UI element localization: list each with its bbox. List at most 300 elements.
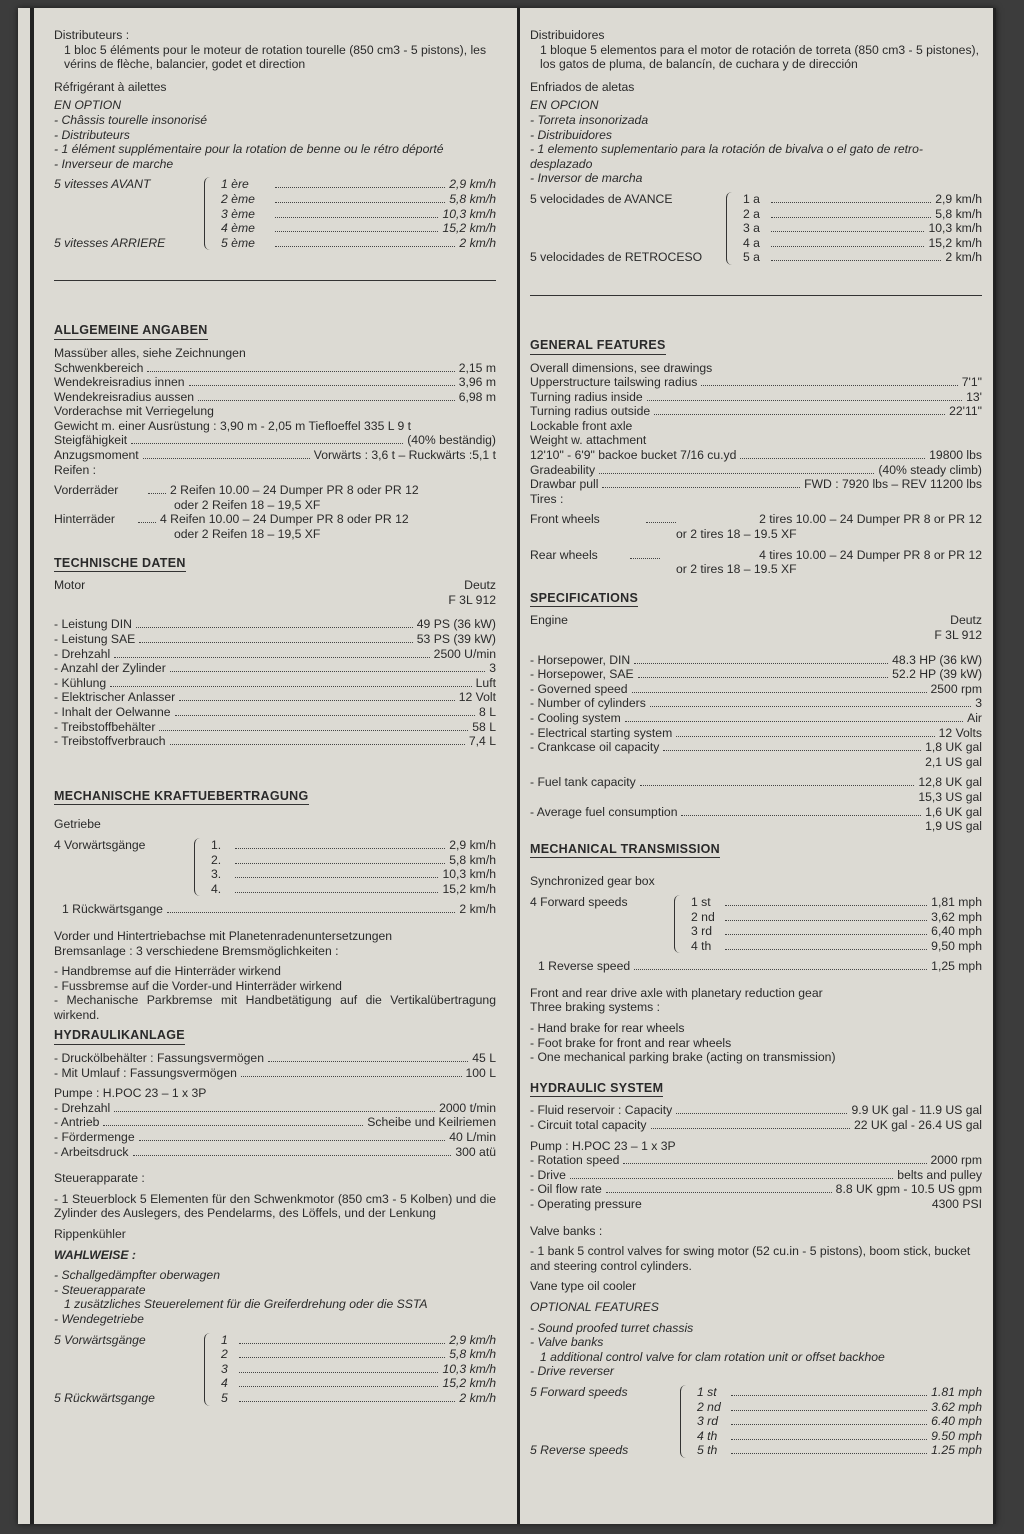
speed-key: 3 a <box>743 221 760 236</box>
spec-value: 13' <box>966 389 982 404</box>
speed-row <box>221 236 496 251</box>
spec-value: 22'11" <box>949 404 982 419</box>
speed-value: 2,9 km/h <box>449 177 496 192</box>
de-brake-item: - Handbremse auf die Hinterräder wirkend <box>54 964 281 979</box>
spec-row <box>54 375 496 390</box>
spec-key: Turning radius outside <box>530 404 651 419</box>
es-refrig: Enfriados de aletas <box>530 79 635 94</box>
es-option-item: - 1 elemento suplementario para la rotación de bivalva o el gato de retro- desplazado <box>530 142 923 171</box>
speed-key: 3 <box>221 1361 228 1376</box>
speed-row <box>697 1400 982 1415</box>
spec-row <box>530 775 982 790</box>
spec-value: 100 L <box>465 1065 496 1080</box>
section-rule <box>530 295 982 296</box>
speed-row <box>697 1385 982 1400</box>
spec-key: - Drive <box>530 1167 566 1182</box>
spec-row <box>530 726 982 741</box>
de-brake-item: - Mechanische Parkbremse mit Handbetätigung auf die Vertikalübertragung wirkend. <box>54 993 496 1022</box>
spec-row <box>530 1182 982 1197</box>
de-cooler: Rippenkühler <box>54 1227 126 1241</box>
spec-row <box>54 1051 496 1066</box>
de-speeds-table <box>54 1333 496 1406</box>
spec-key: - Antrieb <box>54 1115 100 1130</box>
right-column <box>530 28 982 1464</box>
spec-key: - Inhalt der Oelwanne <box>54 704 171 719</box>
spec-value: 22 UK gal - 26.4 US gal <box>853 1118 982 1133</box>
speed-key: 5 th <box>697 1443 718 1458</box>
spec-key: - Treibstoffbehälter <box>54 719 156 734</box>
es-distrib-text: 1 bloque 5 elementos para el motor de rotación de torreta (850 cm3 - 5 pistones), los gatos de pluma, de balancín, de cuchara y de dirección <box>540 42 979 72</box>
spec-value: 12 Volts <box>938 725 982 740</box>
spec-value: (40% beständig) <box>407 433 496 448</box>
en-cooler: Vane type oil cooler <box>530 1279 637 1294</box>
speed-key: 4 <box>221 1376 228 1391</box>
speed-row <box>221 1362 496 1377</box>
spec-value: Scheibe und Keilriemen <box>367 1115 496 1130</box>
spec-row <box>54 1115 496 1130</box>
en-hyd-title: HYDRAULIC SYSTEM <box>530 1081 663 1098</box>
en-general-intro: Overall dimensions, see drawings <box>530 360 713 375</box>
spec-row <box>530 653 982 668</box>
spec-key: Steigfähigkeit <box>54 433 128 448</box>
fr-refrig: Réfrigérant à ailettes <box>54 79 167 94</box>
spec-key: - Electrical starting system <box>530 725 673 740</box>
brace <box>674 895 685 953</box>
spec-row <box>54 390 496 405</box>
spec-key: - Anzahl der Zylinder <box>54 661 166 676</box>
spec-value: Luft <box>475 675 496 690</box>
speed-row <box>211 867 496 882</box>
spec-row <box>530 463 982 478</box>
speed-value: 3,62 mph <box>931 909 982 924</box>
en-brake-item: - One mechanical parking brake (acting on transmission) <box>530 1050 836 1065</box>
en-options <box>530 1321 982 1379</box>
de-tires: Reifen : <box>54 462 97 477</box>
spec-row <box>54 617 496 632</box>
spec-key: Gradeability <box>530 462 596 477</box>
spec-value: 2500 rpm <box>930 681 982 696</box>
spec-sheet-page <box>18 8 996 1524</box>
speed-key: 3 rd <box>697 1414 719 1429</box>
spec-value: 4 Reifen 10.00 – 24 Dumper PR 8 oder PR 12 <box>160 512 409 527</box>
spec-row <box>54 902 496 917</box>
spec-key: - Fördermenge <box>54 1130 135 1145</box>
speed-value: 6,40 mph <box>931 924 982 939</box>
spec-key: Anzugsmoment <box>54 448 139 463</box>
speed-value: 15,2 km/h <box>442 221 496 236</box>
speed-key: 3 rd <box>691 924 713 939</box>
en-axle-text: Front and rear drive axle with planetary reduction gear <box>530 985 823 1000</box>
spec-value: 9.9 UK gal - 11.9 US gal <box>851 1103 982 1118</box>
spec-value: 8 L <box>479 704 496 719</box>
es-option-item: - Inversor de marcha <box>530 171 643 186</box>
spec-key: - Fluid reservoir : Capacity <box>530 1103 673 1118</box>
speed-row <box>691 895 982 910</box>
speed-key: 1 st <box>691 894 711 909</box>
spec-row <box>54 483 496 498</box>
spec-row <box>530 696 982 711</box>
en-general-title: GENERAL FEATURES <box>530 338 666 355</box>
de-option-item: - Schallgedämpfter oberwagen <box>54 1268 220 1283</box>
spec-value: 1,25 mph <box>931 959 982 974</box>
de-general-title: ALLGEMEINE ANGABEN <box>54 323 208 340</box>
spec-key: - Kühlung <box>54 675 107 690</box>
de-pump: Pumpe : H.POC 23 – 1 x 3P <box>54 1086 207 1101</box>
speed-value: 2,9 km/h <box>449 1332 496 1347</box>
spec-key: - Cooling system <box>530 710 621 725</box>
speed-row <box>743 192 982 207</box>
spec-row <box>530 404 982 419</box>
speed-row <box>211 853 496 868</box>
de-general-intro: Massüber alles, siehe Zeichnungen <box>54 345 246 360</box>
spec-key: - Leistung SAE <box>54 632 136 646</box>
spec-row <box>54 433 496 448</box>
spec-row <box>54 647 496 662</box>
spec-value: 12 Volt <box>458 690 496 705</box>
spec-row <box>530 512 982 527</box>
left-margin-rule <box>30 8 34 1524</box>
spec-key: - Horsepower, DIN <box>530 652 631 667</box>
spec-key: - Drehzahl <box>54 1100 111 1115</box>
de-hyd-title: HYDRAULIKANLAGE <box>54 1028 185 1045</box>
en-weight: Weight w. attachment <box>530 433 647 448</box>
de-option-item: - Steuerapparate <box>54 1282 146 1297</box>
fr-fwd-label: 5 vitesses AVANT <box>54 177 151 192</box>
spec-value: Air <box>967 710 982 725</box>
de-tech-title: TECHNISCHE DATEN <box>54 556 186 573</box>
es-option-item: - Torreta insonorizada <box>530 112 649 127</box>
speed-value: 2,9 km/h <box>935 191 982 206</box>
spec-key: - Elektrischer Anlasser <box>54 690 176 705</box>
speed-value: 3.62 mph <box>931 1399 982 1414</box>
spec-value: 2500 U/min <box>433 646 496 661</box>
es-fwd-label: 5 velocidades de AVANCE <box>530 191 673 206</box>
de-brake-item: - Fussbremse auf die Vorder-und Hinterräder wirkend <box>54 978 342 993</box>
spec-value: 2000 rpm <box>930 1153 982 1168</box>
spec-key: Engine <box>530 613 568 628</box>
spec-value: 2 tires 10.00 – 24 Dumper PR 8 or PR 12 <box>759 512 982 527</box>
en-speeds-table <box>530 1385 982 1458</box>
speed-key: 1. <box>211 837 222 852</box>
spec-row <box>54 705 496 720</box>
spec-key: 1 Reverse speed <box>538 959 631 974</box>
en-option-item: - Valve banks <box>530 1335 604 1350</box>
spec-row <box>530 711 982 726</box>
spec-row <box>530 548 982 563</box>
speed-row <box>221 221 496 236</box>
speed-row <box>211 882 496 897</box>
es-options <box>530 113 982 186</box>
spec-value: 53 PS (39 kW) <box>416 632 496 646</box>
speed-row <box>691 939 982 954</box>
spec-row <box>54 448 496 463</box>
de-axle-text: Vorder und Hintertriebachse mit Planetenradenuntersetzungen <box>54 928 393 943</box>
de-option-item: 1 zusätzliches Steuerelement für die Greiferdrehung oder die SSTA <box>64 1297 428 1312</box>
spec-row <box>54 1101 496 1116</box>
spec-value: 2,1 US gal <box>925 754 982 769</box>
spec-value: 1,8 UK gal <box>925 740 982 755</box>
de-option-item: - Wendegetriebe <box>54 1311 144 1326</box>
speed-key: 5 ème <box>221 235 255 250</box>
spec-key: - Crankcase oil capacity <box>530 740 660 755</box>
spec-key: Hinterräder <box>54 512 115 527</box>
en-spec-title: SPECIFICATIONS <box>530 591 638 608</box>
spec-key: Wendekreisradius innen <box>54 375 185 390</box>
en-option-item: - Sound proofed turret chassis <box>530 1320 694 1335</box>
spec-value: Vorwärts : 3,6 t – Ruckwärts :5,1 t <box>313 448 496 463</box>
column-divider <box>517 8 520 1524</box>
spec-row <box>530 1118 982 1133</box>
engine-row <box>530 613 982 628</box>
speed-row <box>691 924 982 939</box>
spec-value: 4 tires 10.00 – 24 Dumper PR 8 or PR 12 <box>759 547 982 562</box>
en-option-item: - Drive reverser <box>530 1364 614 1379</box>
brace <box>194 838 205 896</box>
speed-row <box>211 838 496 853</box>
spec-key: - Circuit total capacity <box>530 1118 647 1133</box>
en-brake-item: - Hand brake for rear wheels <box>530 1021 685 1036</box>
spec-row <box>54 632 496 647</box>
left-column <box>54 28 496 1412</box>
speed-key: 2 nd <box>697 1399 721 1414</box>
speed-value: 10,3 km/h <box>928 221 982 236</box>
en-valves-text: - 1 bank 5 control valves for swing motor (52 cu.in - 5 pistons), boom stick, bucket and steering control cylinders. <box>530 1244 971 1273</box>
speed-value: 15,2 km/h <box>442 1376 496 1391</box>
spec-key: - Arbeitsdruck <box>54 1144 129 1159</box>
engine-row <box>54 578 496 593</box>
spec-row <box>530 959 982 974</box>
spec-row <box>54 1066 496 1081</box>
spec-row <box>54 1130 496 1145</box>
fr-option-item: - Châssis tourelle insonorisé <box>54 112 208 127</box>
spec-key: Wendekreisradius aussen <box>54 389 195 404</box>
speed-row <box>743 207 982 222</box>
spec-key: Motor <box>54 578 86 593</box>
spec-row <box>530 1153 982 1168</box>
spec-value: 7,4 L <box>468 734 496 749</box>
brace <box>726 192 737 265</box>
spec-value: 3 <box>975 696 982 711</box>
speed-key: 3. <box>211 867 222 882</box>
en-gearbox: Synchronized gear box <box>530 874 655 889</box>
speed-row <box>221 1347 496 1362</box>
de-valves-title: Steuerapparate : <box>54 1171 145 1186</box>
de-fwd-label: 4 Vorwärtsgänge <box>54 837 146 852</box>
speed-value: 5,8 km/h <box>449 1347 496 1362</box>
en-rev-label: 5 Reverse speeds <box>530 1443 629 1458</box>
spec-key: - Treibstoffverbrauch <box>54 734 166 749</box>
spec-value: or 2 tires 18 – 19.5 XF <box>676 562 797 577</box>
speed-value: 1.25 mph <box>931 1443 982 1458</box>
spec-key: - Governed speed <box>530 681 628 696</box>
brace <box>204 177 215 250</box>
speed-row <box>221 1333 496 1348</box>
fr-option-item: - Inverseur de marche <box>54 156 174 171</box>
spec-value: 58 L <box>472 719 496 734</box>
speed-key: 5 a <box>743 250 760 265</box>
spec-row <box>54 512 496 527</box>
fr-distributors <box>54 28 496 72</box>
de-brake-text: Bremsanlage : 3 verschiedene Bremsmöglichkeiten : <box>54 943 339 958</box>
speed-value: 2 km/h <box>459 235 496 250</box>
en-gear-table <box>530 895 982 953</box>
speed-row <box>221 1391 496 1406</box>
speed-key: 2. <box>211 852 222 867</box>
speed-key: 1 ère <box>221 177 249 192</box>
spec-value: belts and pulley <box>897 1167 982 1182</box>
section-rule <box>54 280 496 281</box>
spec-value: 2000 t/min <box>439 1100 496 1115</box>
spec-value: 4300 PSI <box>931 1197 982 1211</box>
spec-value: FWD : 7920 lbs – REV 11200 lbs <box>804 477 982 492</box>
speed-row <box>743 221 982 236</box>
de-rev-label: 5 Rückwärtsgange <box>54 1390 155 1405</box>
speed-value: 9.50 mph <box>931 1428 982 1443</box>
speed-key: 1 <box>221 1332 228 1347</box>
spec-value: 40 L/min <box>449 1130 496 1145</box>
spec-value: 19800 lbs <box>929 448 982 463</box>
spec-key: - Operating pressure <box>530 1197 642 1211</box>
en-option-item: 1 additional control valve for clam rotation unit or offset backhoe <box>540 1349 885 1364</box>
speed-value: 5,8 km/h <box>935 206 982 221</box>
spec-row <box>530 682 982 697</box>
spec-value: 6,98 m <box>458 389 496 404</box>
speed-value: 10,3 km/h <box>442 206 496 221</box>
spec-value: 300 atü <box>455 1144 496 1159</box>
en-fwd-label: 4 Forward speeds <box>530 894 628 909</box>
speed-key: 1 a <box>743 191 760 206</box>
spec-key: Drawbar pull <box>530 477 599 492</box>
speed-value: 15,2 km/h <box>928 235 982 250</box>
spec-row <box>530 805 982 820</box>
speed-value: 10,3 km/h <box>442 867 496 882</box>
de-valves-text: - 1 Steuerblock 5 Elementen für den Schwenkmotor (850 cm3 - 5 Kolben) und die Zylinder des Auslegers, des Pendelarms, des Löffels, und der Lenkung <box>54 1191 496 1221</box>
es-speeds-table <box>530 192 982 265</box>
fr-distrib-text: 1 bloc 5 éléments pour le moteur de rotation tourelle (850 cm3 - 5 pistons), les vérins de flèche, balancier, godet et direction <box>64 42 487 72</box>
spec-row <box>530 390 982 405</box>
right-margin-rule <box>993 8 996 1524</box>
spec-key: Rear wheels <box>530 547 598 562</box>
spec-key: Turning radius inside <box>530 389 643 404</box>
en-valves-title: Valve banks : <box>530 1223 603 1238</box>
brace <box>204 1333 215 1406</box>
spec-value: (40% steady climb) <box>878 462 982 477</box>
spec-row <box>530 448 982 463</box>
speed-key: 4 a <box>743 235 760 250</box>
spec-row <box>54 720 496 735</box>
en-pump: Pump : H.POC 23 – 1 x 3P <box>530 1138 676 1153</box>
spec-value: 52.2 HP (39 kW) <box>892 667 982 682</box>
speed-value: 6.40 mph <box>931 1414 982 1429</box>
spec-value: 3 <box>489 661 496 676</box>
en-tires: Tires : <box>530 491 564 506</box>
spec-row <box>530 375 982 390</box>
spec-key: 12'10" - 6'9" backoe bucket 7/16 cu.yd <box>530 448 737 463</box>
spec-row <box>54 690 496 705</box>
spec-key: 1 Rückwärtsgange <box>62 902 163 917</box>
spec-value: 48.3 HP (36 kW) <box>892 652 982 667</box>
en-brake-item: - Foot brake for front and rear wheels <box>530 1035 732 1050</box>
spec-value: 12,8 UK gal <box>918 775 982 790</box>
speed-value: 5,8 km/h <box>449 852 496 867</box>
speed-value: 15,2 km/h <box>442 881 496 896</box>
spec-key: - Leistung DIN <box>54 617 132 632</box>
spec-row <box>54 734 496 749</box>
spec-value: 15,3 US gal <box>918 789 982 804</box>
spec-value: 7'1" <box>961 375 982 390</box>
spec-row <box>54 661 496 676</box>
spec-key: - Drehzahl <box>54 646 111 661</box>
speed-value: 9,50 mph <box>931 938 982 953</box>
spec-key: Upperstructure tailswing radius <box>530 375 698 390</box>
spec-value: 49 PS (36 kW) <box>416 617 496 632</box>
de-mech-title: MECHANISCHE KRAFTUEBERTRAGUNG <box>54 789 309 806</box>
es-option-item: - Distribuidores <box>530 127 612 142</box>
fr-option-item: - Distributeurs <box>54 127 130 142</box>
spec-key: - Mit Umlauf : Fassungsvermögen <box>54 1065 237 1080</box>
spec-row <box>530 740 982 755</box>
fr-option-title: EN OPTION <box>54 98 122 113</box>
speed-key: 5 <box>221 1390 228 1405</box>
speed-key: 3 ème <box>221 206 255 221</box>
speed-key: 4 th <box>691 938 712 953</box>
speed-key: 4 th <box>697 1428 718 1443</box>
fr-speeds-table <box>54 177 496 250</box>
spec-value: 45 L <box>472 1051 496 1066</box>
spec-value: Deutz <box>464 578 496 593</box>
spec-key: Vorderräder <box>54 483 119 498</box>
spec-value: 2 Reifen 10.00 – 24 Dumper PR 8 oder PR 12 <box>170 483 419 498</box>
speed-key: 2 a <box>743 206 760 221</box>
spec-row <box>54 676 496 691</box>
spec-key: - Rotation speed <box>530 1153 620 1168</box>
speed-key: 4 ème <box>221 221 255 236</box>
spec-key: - Oil flow rate <box>530 1182 602 1197</box>
speed-key: 2 nd <box>691 909 715 924</box>
speed-key: 4. <box>211 881 222 896</box>
spec-key: - Horsepower, SAE <box>530 667 634 682</box>
spec-value: or 2 tires 18 – 19.5 XF <box>676 527 797 542</box>
speed-row <box>691 910 982 925</box>
spec-value: 3,96 m <box>458 375 496 390</box>
es-distributors <box>530 28 982 72</box>
spec-value: 2,15 m <box>458 360 496 375</box>
spec-key: - Number of cylinders <box>530 696 646 711</box>
en-brake-text: Three braking systems : <box>530 1000 661 1015</box>
spec-key: - Average fuel consumption <box>530 804 678 819</box>
speed-row <box>743 236 982 251</box>
speed-value: 5,8 km/h <box>449 191 496 206</box>
spec-row <box>530 477 982 492</box>
speed-key: 2 <box>221 1347 228 1362</box>
speed-row <box>697 1443 982 1458</box>
spec-value: oder 2 Reifen 18 – 19,5 XF <box>174 497 321 512</box>
spec-value: 2 km/h <box>459 902 496 917</box>
speed-row <box>743 250 982 265</box>
brace <box>680 1385 691 1458</box>
de-axle: Vorderachse mit Verriegelung <box>54 404 214 419</box>
fr-option-item: - 1 élément supplémentaire pour la rotation de benne ou le rétro déporté <box>54 142 444 157</box>
es-distrib-title: Distribuidores <box>530 28 605 42</box>
es-rev-label: 5 velocidades de RETROCESO <box>530 250 703 265</box>
engine-model: F 3L 912 <box>934 628 982 642</box>
en-axle: Lockable front axle <box>530 418 633 433</box>
fr-distrib-title: Distributeurs : <box>54 28 130 42</box>
de-option-title: WAHLWEISE : <box>54 1247 136 1262</box>
spec-value: Deutz <box>950 613 982 628</box>
engine-model: F 3L 912 <box>448 592 496 607</box>
spec-row <box>530 667 982 682</box>
